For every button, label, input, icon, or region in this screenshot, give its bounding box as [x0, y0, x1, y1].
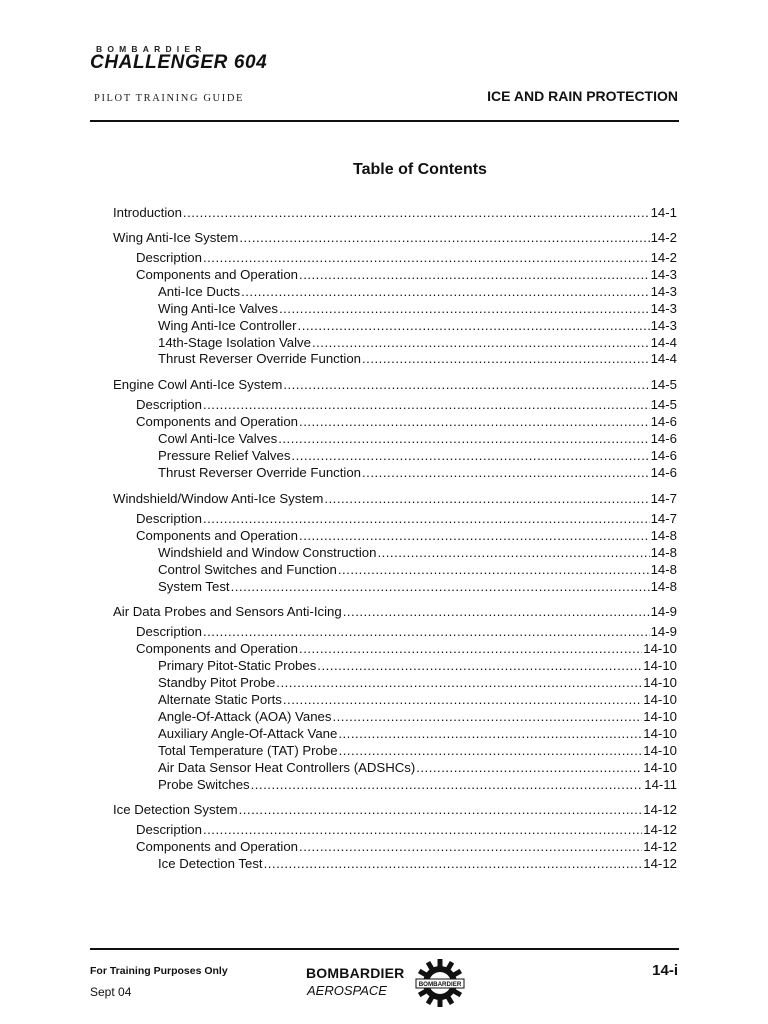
toc-entry-title: Description — [136, 624, 202, 640]
toc-entry-title: Description — [136, 397, 202, 413]
footer-rule — [90, 948, 679, 950]
toc-subsection-entry — [113, 856, 677, 873]
toc-entry-title: Components and Operation — [136, 414, 299, 430]
page-number: 14-i — [652, 962, 678, 979]
dot-leader — [299, 839, 642, 856]
toc-entry-page: 14-8 — [650, 578, 677, 594]
toc-entry-title: Description — [136, 822, 202, 838]
toc-subsection-entry — [113, 301, 677, 318]
toc-subsection-entry — [113, 658, 677, 675]
bombardier-logo-icon — [412, 957, 468, 1007]
toc-entry-page: 14-1 — [650, 205, 677, 220]
toc-section — [113, 376, 677, 482]
dot-leader — [203, 397, 650, 414]
toc-entry-page: 14-10 — [643, 742, 677, 758]
toc-entry-title: Air Data Sensor Heat Controllers (ADSHCs) — [158, 759, 416, 775]
dot-leader — [283, 376, 649, 393]
toc-entry-title: Description — [136, 510, 202, 526]
toc-subsection-entry — [113, 675, 677, 692]
toc-section-entry — [113, 267, 677, 284]
toc-entry-page: 14-9 — [650, 604, 677, 620]
toc-entry-title: Windshield/Window Anti-Ice System — [113, 490, 324, 506]
toc-subsection-entry — [113, 562, 677, 579]
toc-subsection-entry — [113, 335, 677, 352]
toc-chapter-entry — [113, 490, 677, 507]
toc-title: Table of Contents — [353, 161, 487, 178]
dot-leader — [338, 726, 642, 743]
toc-entry-title: Thrust Reverser Override Function — [158, 464, 362, 480]
toc-entry-page: 14-3 — [650, 266, 677, 282]
product-name: CHALLENGER 604 — [90, 52, 268, 73]
dot-leader — [291, 448, 649, 465]
dot-leader — [332, 709, 642, 726]
toc-section-entry — [113, 641, 677, 658]
dot-leader — [299, 528, 650, 545]
toc-entry-title: Ice Detection Test — [158, 856, 263, 872]
toc-entry-title: Angle-Of-Attack (AOA) Vanes — [158, 708, 332, 724]
toc-subsection-entry — [113, 545, 677, 562]
toc-entry-page: 14-10 — [643, 725, 677, 741]
dot-leader — [343, 603, 650, 620]
toc-subsection-entry — [113, 579, 677, 596]
toc-entry-page: 14-2 — [650, 230, 677, 245]
toc-subsection-entry — [113, 284, 677, 301]
toc-chapter-entry — [113, 204, 677, 221]
toc-entry-title: Description — [136, 250, 202, 265]
toc-entry-page: 14-3 — [650, 317, 677, 333]
toc-entry-page: 14-8 — [650, 561, 677, 577]
table-of-contents — [113, 204, 677, 881]
toc-section — [113, 490, 677, 596]
brand-name-small: BOMBARDIER — [96, 44, 207, 54]
toc-entry-page: 14-4 — [650, 351, 677, 367]
toc-subsection-entry — [113, 465, 677, 482]
dot-leader — [183, 204, 650, 221]
dot-leader — [239, 801, 643, 818]
toc-entry-title: Wing Anti-Ice Valves — [158, 300, 278, 316]
toc-subsection-entry — [113, 692, 677, 709]
toc-entry-title: Cowl Anti-Ice Valves — [158, 431, 278, 447]
toc-entry-title: Wing Anti-Ice Controller — [158, 317, 297, 333]
toc-entry-page: 14-12 — [643, 822, 677, 838]
dot-leader — [203, 624, 650, 641]
toc-section-entry — [113, 397, 677, 414]
toc-entry-page: 14-6 — [650, 464, 677, 480]
toc-subsection-entry — [113, 351, 677, 368]
toc-entry-page: 14-4 — [650, 334, 677, 350]
footer-date: Sept 04 — [90, 985, 132, 999]
toc-subsection-entry — [113, 448, 677, 465]
toc-entry-page: 14-12 — [643, 856, 677, 872]
dot-leader — [283, 692, 642, 709]
toc-chapter-entry — [113, 801, 677, 818]
toc-entry-title: Anti-Ice Ducts — [158, 283, 241, 299]
toc-section-entry — [113, 511, 677, 528]
dot-leader — [231, 579, 650, 596]
toc-subsection-entry — [113, 777, 677, 794]
toc-entry-title: Components and Operation — [136, 527, 299, 543]
dot-leader — [239, 229, 649, 246]
logo-text: BOMBARDIER — [418, 981, 462, 989]
dot-leader — [299, 641, 642, 658]
dot-leader — [203, 511, 650, 528]
toc-entry-title: System Test — [158, 578, 230, 594]
toc-entry-title: Primary Pitot-Static Probes — [158, 658, 317, 674]
toc-chapter-entry — [113, 603, 677, 620]
toc-entry-title: Control Switches and Function — [158, 561, 337, 577]
toc-entry-page: 14-7 — [650, 510, 677, 526]
toc-section-entry — [113, 839, 677, 856]
toc-section — [113, 603, 677, 793]
dot-leader — [276, 675, 642, 692]
toc-entry-page: 14-6 — [650, 414, 677, 430]
dot-leader — [264, 856, 643, 873]
toc-entry-page: 14-11 — [644, 776, 677, 792]
toc-entry-title: Auxiliary Angle-Of-Attack Vane — [158, 725, 338, 741]
toc-entry-title: Thrust Reverser Override Function — [158, 351, 362, 367]
toc-entry-title: Components and Operation — [136, 266, 299, 282]
toc-section-entry — [113, 528, 677, 545]
toc-entry-title: Engine Cowl Anti-Ice System — [113, 377, 283, 393]
toc-subsection-entry — [113, 431, 677, 448]
toc-entry-page: 14-10 — [643, 658, 677, 674]
toc-section — [113, 229, 677, 368]
toc-section-entry — [113, 822, 677, 839]
toc-entry-page: 14-10 — [643, 759, 677, 775]
toc-entry-title: Wing Anti-Ice System — [113, 230, 239, 245]
dot-leader — [299, 414, 650, 431]
toc-entry-page: 14-2 — [650, 250, 677, 265]
dot-leader — [362, 465, 650, 482]
dot-leader — [324, 490, 649, 507]
toc-subsection-entry — [113, 760, 677, 777]
dot-leader — [416, 760, 642, 777]
dot-leader — [339, 743, 643, 760]
dot-leader — [203, 250, 650, 267]
toc-subsection-entry — [113, 318, 677, 335]
toc-subsection-entry — [113, 726, 677, 743]
toc-chapter-entry — [113, 376, 677, 393]
toc-entry-title: Total Temperature (TAT) Probe — [158, 742, 338, 758]
toc-subsection-entry — [113, 743, 677, 760]
toc-entry-page: 14-5 — [650, 397, 677, 413]
toc-entry-page: 14-7 — [650, 490, 677, 506]
toc-entry-title: Standby Pitot Probe — [158, 675, 276, 691]
dot-leader — [312, 335, 650, 352]
footer-brand: BOMBARDIER — [306, 965, 405, 981]
footer-brand-sub: AEROSPACE — [307, 983, 387, 998]
toc-entry-title: Introduction — [113, 205, 182, 220]
toc-entry-page: 14-8 — [650, 544, 677, 560]
dot-leader — [338, 562, 650, 579]
dot-leader — [241, 284, 650, 301]
dot-leader — [299, 267, 650, 284]
toc-entry-title: Air Data Probes and Sensors Anti-Icing — [113, 604, 342, 620]
toc-subsection-entry — [113, 709, 677, 726]
toc-section-entry — [113, 414, 677, 431]
toc-entry-page: 14-3 — [650, 300, 677, 316]
toc-entry-title: 14th-Stage Isolation Valve — [158, 334, 311, 350]
header-rule — [90, 120, 679, 122]
toc-entry-page: 14-6 — [650, 448, 677, 464]
toc-section — [113, 801, 677, 873]
toc-entry-page: 14-10 — [643, 641, 677, 657]
toc-entry-page: 14-10 — [643, 708, 677, 724]
toc-entry-page: 14-6 — [650, 431, 677, 447]
toc-entry-title: Probe Switches — [158, 776, 250, 792]
footer-note: For Training Purposes Only — [90, 965, 228, 977]
toc-section-entry — [113, 250, 677, 267]
toc-entry-title: Pressure Relief Valves — [158, 448, 291, 464]
dot-leader — [279, 301, 650, 318]
toc-entry-page: 14-12 — [643, 802, 677, 818]
dot-leader — [251, 777, 644, 794]
dot-leader — [377, 545, 649, 562]
toc-entry-title: Windshield and Window Construction — [158, 544, 377, 560]
toc-entry-page: 14-3 — [650, 283, 677, 299]
toc-section-entry — [113, 624, 677, 641]
toc-entry-title: Components and Operation — [136, 641, 299, 657]
toc-section — [113, 204, 677, 221]
toc-entry-page: 14-5 — [650, 377, 677, 393]
section-title: ICE AND RAIN PROTECTION — [487, 88, 678, 104]
toc-entry-title: Alternate Static Ports — [158, 692, 282, 708]
toc-entry-page: 14-10 — [643, 675, 677, 691]
toc-entry-page: 14-12 — [643, 839, 677, 855]
toc-entry-page: 14-8 — [650, 527, 677, 543]
toc-entry-title: Components and Operation — [136, 839, 299, 855]
toc-entry-title: Ice Detection System — [113, 802, 238, 818]
toc-chapter-entry — [113, 229, 677, 246]
dot-leader — [278, 431, 649, 448]
toc-entry-page: 14-10 — [643, 692, 677, 708]
toc-entry-page: 14-9 — [650, 624, 677, 640]
guide-label: PILOT TRAINING GUIDE — [94, 93, 245, 104]
dot-leader — [203, 822, 642, 839]
dot-leader — [362, 351, 650, 368]
dot-leader — [298, 318, 650, 335]
dot-leader — [317, 658, 642, 675]
